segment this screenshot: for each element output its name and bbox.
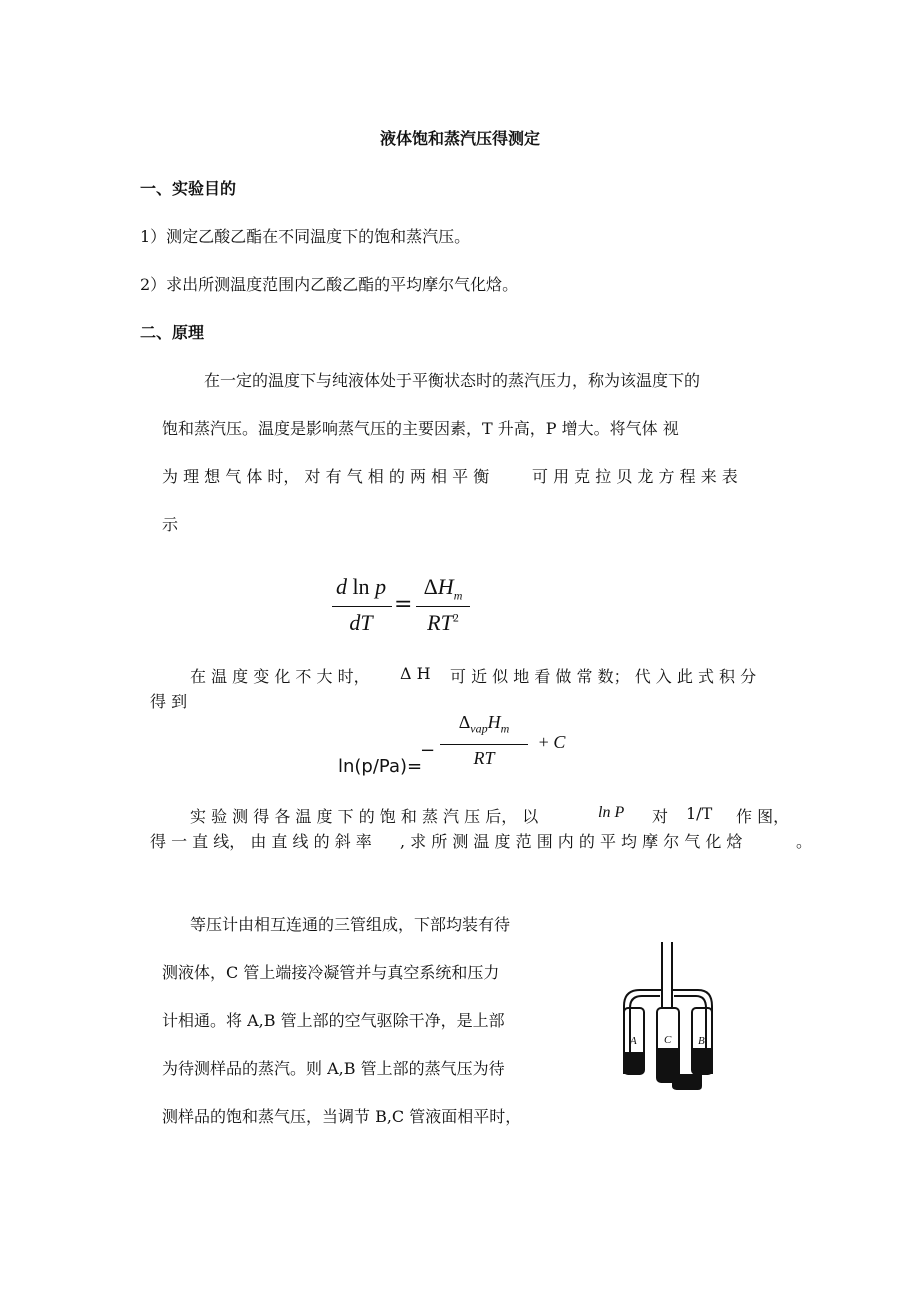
integration-text-1a: 在 温 度 变 化 不 大 时， [190,667,370,686]
result-text-1c: 对 [652,807,669,826]
tube-a-label: A [630,1035,637,1047]
integration-text-2: 得 到 [150,692,188,711]
isoteniscope-line-2: 测液体，C 管上端接冷凝管并与真空系统和压力 [162,963,500,982]
principle-line-3a: 为 理 想 气 体 时， 对 有 气 相 的 两 相 平 衡 [162,467,490,486]
principle-line-4: 示 [162,515,179,534]
document-title: 液体饱和蒸汽压得测定 [379,129,540,148]
result-text-2a: 得 一 直 线， 由 直 线 的 斜 率 [150,832,372,851]
integrated-equation-lhs: ln(p/Pa)= [338,756,423,777]
principle-line-2: 饱和蒸汽压。温度是影响蒸气压的主要因素，T 升高，P 增大。将气体 视 [162,419,679,438]
isoteniscope-line-1: 等压计由相互连通的三管组成，下部均装有待 [190,915,511,934]
purpose-item-2: 2）求出所测温度范围内乙酸乙酯的平均摩尔气化焓。 [140,275,519,294]
section-heading-purpose: 一、实验目的 [140,179,237,198]
result-text-2c: 。 [796,832,813,851]
principle-line-3b: 可 用 克 拉 贝 龙 方 程 来 表 [532,467,738,486]
result-text-1e: 作 图， [736,807,790,826]
result-text-1d: 1/T [686,804,713,823]
integrated-equation-rhs: − $\Delta_{vap}H_m$ RT + C [420,712,566,768]
section-heading-principle: 二、原理 [140,323,205,342]
purpose-item-1: 1）测定乙酸乙酯在不同温度下的饱和蒸汽压。 [140,227,471,246]
integration-text-1c: 可 近 似 地 看 做 常 数； 代 入 此 式 积 分 [450,667,757,686]
result-text-1b: ln P [598,804,625,821]
result-text-1a: 实 验 测 得 各 温 度 下 的 饱 和 蒸 汽 压 后， 以 [190,807,539,826]
principle-line-1: 在一定的温度下与纯液体处于平衡状态时的蒸汽压力，称为该温度下的 [204,371,701,390]
isoteniscope-line-4: 为待测样品的蒸汽。则 A,B 管上部的蒸气压为待 [162,1059,505,1078]
isoteniscope-line-5: 测样品的饱和蒸气压，当调节 B,C 管液面相平时， [162,1107,522,1126]
isoteniscope-diagram [612,940,726,1090]
result-text-2b: , 求 所 测 温 度 范 围 内 的 平 均 摩 尔 气 化 焓 [400,832,743,851]
tube-b-label: B [698,1035,705,1047]
isoteniscope-line-3: 计相通。将 A,B 管上部的空气驱除干净，是上部 [162,1011,505,1030]
clapeyron-equation: d ln p dT = $\Delta H_m$ $RT^2$ [330,572,490,642]
tube-c-label: C [664,1034,672,1046]
integration-text-1b: Δ H [400,664,431,683]
